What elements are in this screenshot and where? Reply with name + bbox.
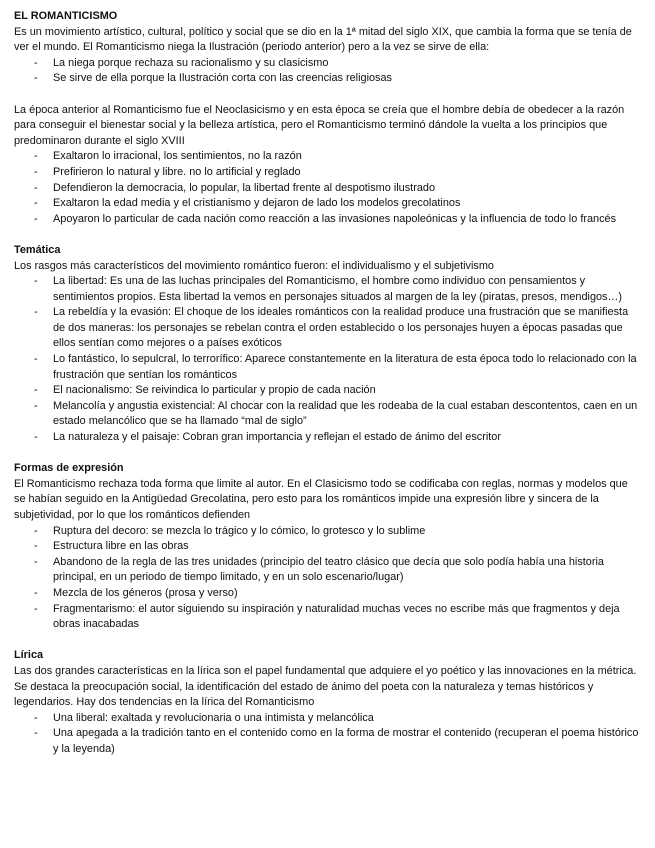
list-item: - Melancolía y angustia existencial: Al chocar con la realidad que les rodeaba de la cual estaban descontentos, caen en un estado melancólico que se ha llamado “mal de siglo” (14, 399, 639, 430)
list-item: - Ruptura del decoro: se mezcla lo trágico y lo cómico, lo grotesco y lo sublime (14, 524, 639, 540)
section-title: Temática (14, 243, 61, 256)
section-title: EL ROMANTICISMO (14, 10, 118, 22)
paragraph: Las dos grandes características en la lírica son el papel fundamental que adquiere el yo poético y las innovaciones en la métrica. Se destaca la preocupación social, la identificación del estado de ánimo del poeta con la naturaleza y temas históricos y legendarios. Hay dos tendencias en la lírica del Romanticismo (14, 664, 637, 709)
list-item: - Defendieron la democracia, lo popular, la libertad frente al despotismo ilustrado (14, 181, 639, 197)
list-item: - El nacionalismo: Se reivindica lo particular y propio de cada nación (14, 383, 639, 399)
bullet-list (14, 56, 639, 87)
paragraph: Es un movimiento artístico, cultural, político y social que se dio en la 1ª mitad del siglo XIX, que cambia la forma que se tenía de ver el mundo. El Romanticismo niega la Ilustración (periodo anterior) pero a la vez se sirve de ella: (14, 25, 632, 54)
paragraph: El Romanticismo rechaza toda forma que limite al autor. En el Clasicismo todo se codificaba con reglas, normas y modelos que se habían seguido en la Antigüedad Grecolatina, pero esto para los románticos impide una expresión libre y sincera de la subjetividad, por lo que los románticos defienden (14, 477, 628, 521)
bullet-list (14, 149, 639, 227)
list-item: - Fragmentarismo: el autor siguiendo su inspiración y naturalidad muchas veces no escribe más que fragmentos y deja obras inacabadas (14, 602, 639, 633)
paragraph: La época anterior al Romanticismo fue el Neoclasicismo y en esta época se creía que el hombre debía de obedecer a la razón para conseguir el bienestar social y la belleza artística, pero el Romanticismo terminó dándole la vuelta a los principios que predominaron durante el siglo XVIII (14, 103, 625, 147)
list-item: - La rebeldía y la evasión: El choque de los ideales románticos con la realidad produce una frustración que se manifiesta de dos maneras: los personajes se rebelan contra el orden establecido o los personajes huyen a épocas pasadas que ellos sentían como mejores o a países exóticos (14, 305, 639, 352)
list-item: - La libertad: Es una de las luchas principales del Romanticismo, el hombre como individuo con pensamientos y sentimientos propios. Esta libertad la vemos en personajes situados al margen de la ley (piratas, presos, mendigos…) (14, 274, 639, 305)
list-item: - Lo fantástico, lo sepulcral, lo terrorífico: Aparece constantemente en la literatura de esta época todo lo relacionado con la frustración que sentían los románticos (14, 352, 639, 383)
list-item: - Apoyaron lo particular de cada nación como reacción a las invasiones napoleónicas y la influencia de todo lo francés (14, 212, 639, 228)
list-item: - Exaltaron la edad media y el cristianismo y dejaron de lado los modelos grecolatinos (14, 196, 639, 212)
section-lirica (14, 648, 639, 757)
list-item: - Una liberal: exaltada y revolucionaria o una intimista y melancólica (14, 711, 639, 727)
paragraph: Los rasgos más característicos del movimiento romántico fueron: el individualismo y el subjetivismo (14, 259, 494, 272)
list-item: - La naturaleza y el paisaje: Cobran gran importancia y reflejan el estado de ánimo del escritor (14, 430, 639, 446)
bullet-list (14, 524, 639, 633)
list-item: - Exaltaron lo irracional, los sentimientos, no la razón (14, 149, 639, 165)
section-romanticismo (14, 9, 639, 227)
section-tematica (14, 243, 639, 446)
list-item: - La niega porque rechaza su racionalismo y su clasicismo (14, 56, 639, 72)
list-item: - Abandono de la regla de las tres unidades (principio del teatro clásico que decía que solo podía había una historia principal, en un periodo de tiempo limitado, y en un solo escenario/lugar) (14, 555, 639, 586)
list-item: - Se sirve de ella porque la Ilustración corta con las creencias religiosas (14, 71, 639, 87)
section-formas-expresion (14, 461, 639, 633)
section-title: Formas de expresión (14, 462, 124, 475)
list-item: - Mezcla de los géneros (prosa y verso) (14, 586, 639, 602)
list-item: - Estructura libre en las obras (14, 539, 639, 555)
list-item: - Prefirieron lo natural y libre. no lo artificial y reglado (14, 165, 639, 181)
bullet-list (14, 711, 639, 758)
list-item: - Una apegada a la tradición tanto en el contenido como en la forma de mostrar el contenido (recuperan el poema histórico y la leyenda) (14, 726, 639, 757)
section-title: Lírica (14, 649, 44, 662)
bullet-list (14, 274, 639, 446)
